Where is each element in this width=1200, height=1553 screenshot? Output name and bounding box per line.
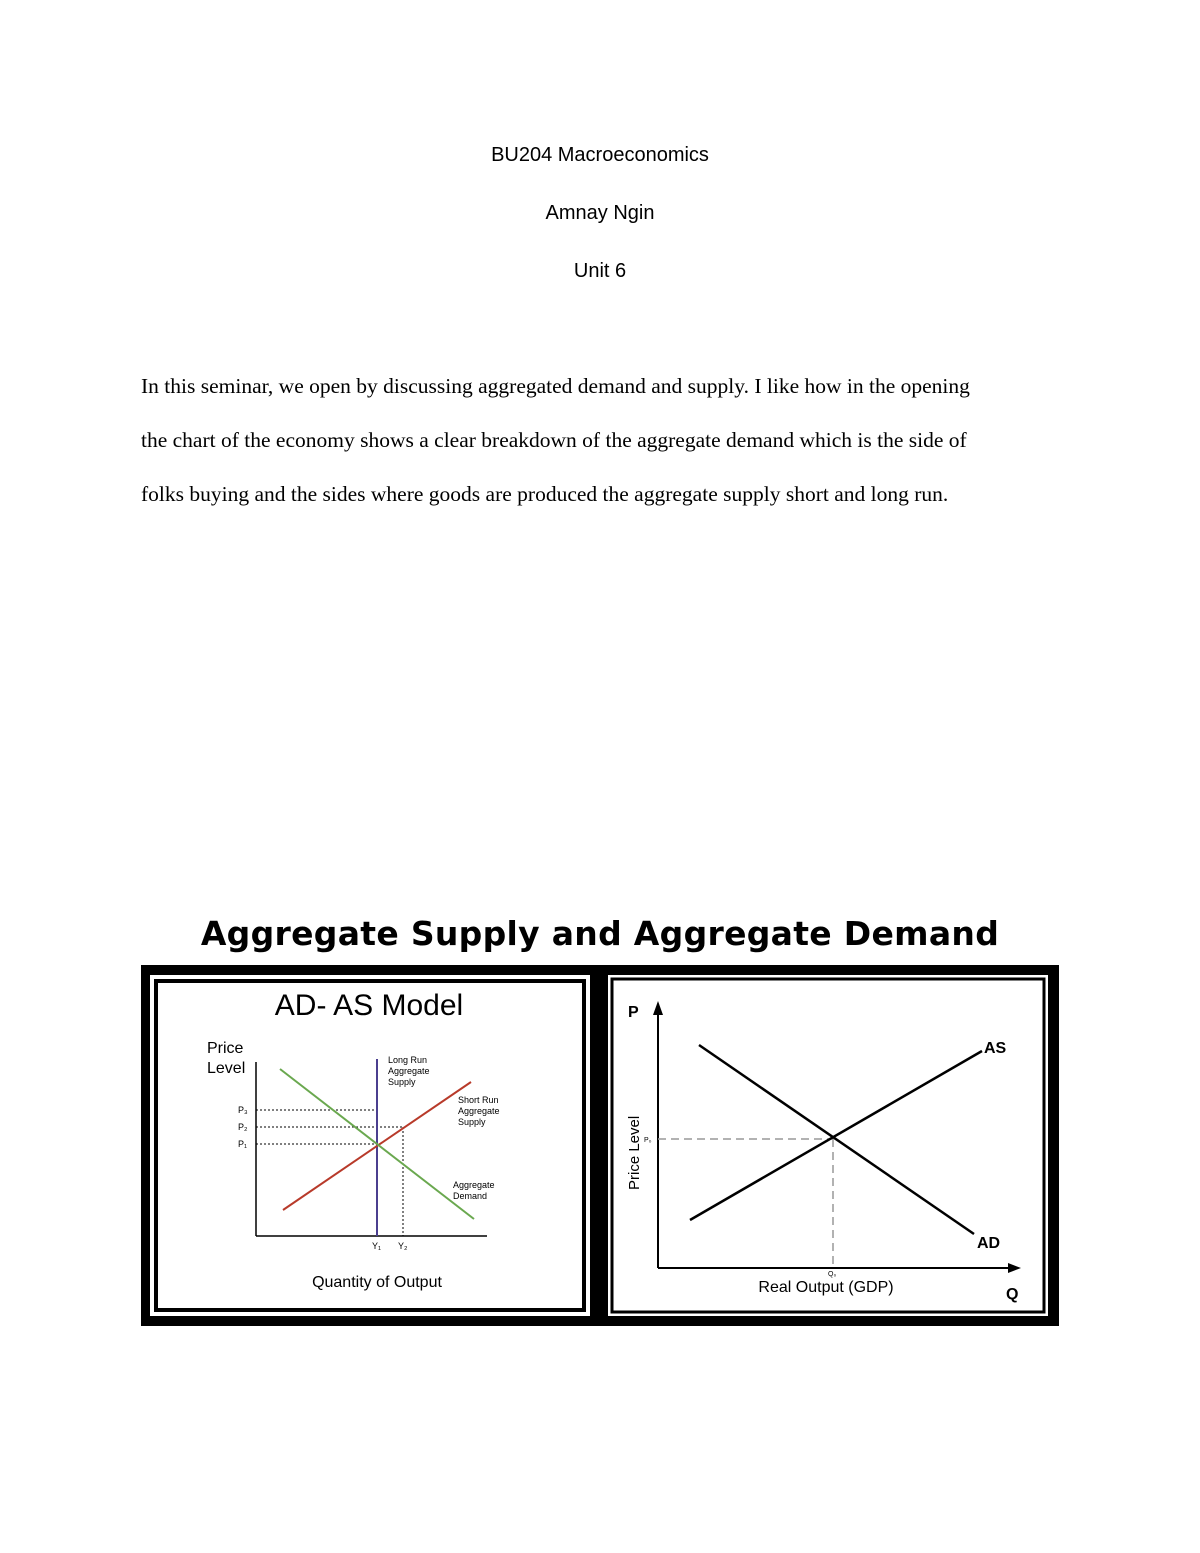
ad-label-2: Demand <box>453 1191 488 1201</box>
sras-label-3: Supply <box>458 1117 486 1127</box>
p3-tick: P₃ <box>238 1105 248 1115</box>
lras-label-2: Aggregate <box>388 1066 430 1076</box>
figure-title: Aggregate Supply and Aggregate Demand <box>200 914 1000 953</box>
y2-tick: Y₂ <box>398 1241 408 1251</box>
left-x-label: Quantity of Output <box>312 1274 442 1291</box>
left-y-label-line1: Price <box>207 1040 244 1057</box>
lras-label-3: Supply <box>388 1077 416 1087</box>
ad-label-1: Aggregate <box>453 1180 495 1190</box>
y1-tick: Y₁ <box>372 1241 382 1251</box>
ad-label: AD <box>977 1235 1001 1252</box>
body-line: folks buying and the sides where goods are produced the aggregate supply short and long run. <box>141 482 949 506</box>
figure-frame <box>141 965 1059 1326</box>
right-y-label: Price Level <box>626 1115 643 1190</box>
sras-label-1: Short Run <box>458 1095 499 1105</box>
p2-tick: P₂ <box>238 1122 248 1132</box>
course-title: BU204 Macroeconomics <box>491 144 709 166</box>
left-y-label-line2: Level <box>207 1060 246 1077</box>
p0-tick: P₀ <box>644 1137 652 1144</box>
body-line: In this seminar, we open by discussing aggregated demand and supply. I like how in the opening <box>141 374 970 398</box>
as-label: AS <box>984 1040 1007 1057</box>
q0-tick: Q₀ <box>828 1271 837 1278</box>
sras-label-2: Aggregate <box>458 1106 500 1116</box>
author-name: Amnay Ngin <box>545 202 655 224</box>
as-ad-diagram-panel <box>604 965 1056 1326</box>
right-y-axis-letter: P <box>628 1004 639 1021</box>
lras-label-1: Long Run <box>388 1055 428 1065</box>
ad-as-model-panel <box>141 965 599 1326</box>
unit-label: Unit 6 <box>573 260 627 282</box>
body-paragraph <box>141 359 1071 521</box>
p1-tick: P₁ <box>238 1139 248 1149</box>
body-line: the chart of the economy shows a clear breakdown of the aggregate demand which is the side of <box>141 428 967 452</box>
right-x-label: Real Output (GDP) <box>758 1279 894 1296</box>
left-panel-title: AD- AS Model <box>274 989 464 1022</box>
right-x-axis-letter: Q <box>1006 1286 1019 1303</box>
